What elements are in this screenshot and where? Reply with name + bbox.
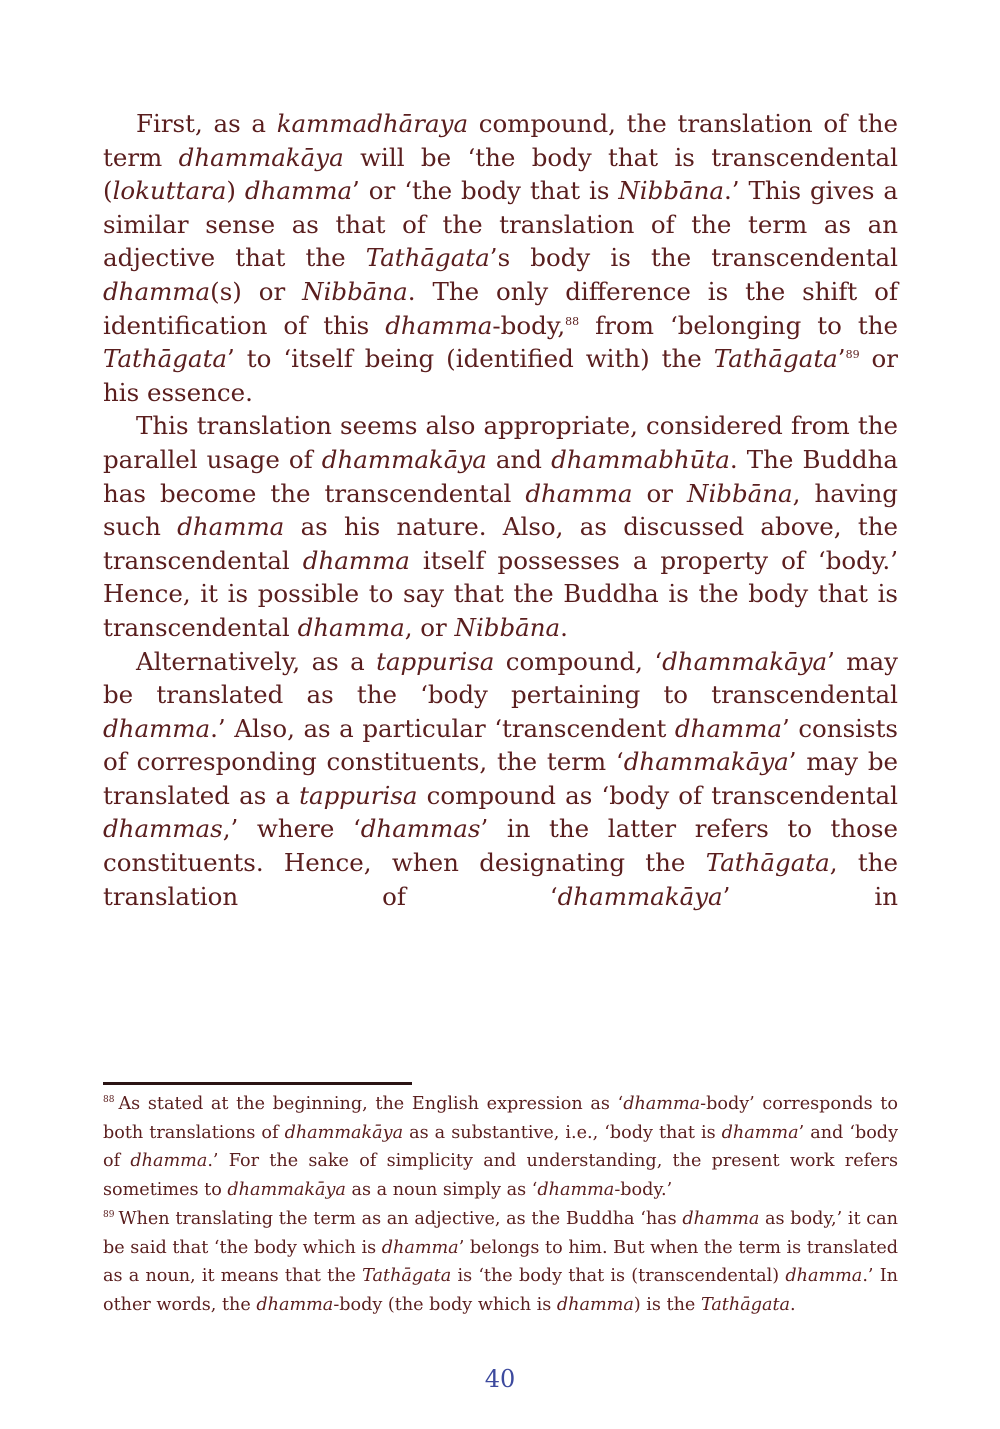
italic-term: Nibbāna: [687, 478, 793, 508]
text-run: and: [486, 444, 552, 474]
italic-term: dhamma: [297, 612, 405, 642]
italic-term: kammadhāraya: [276, 109, 469, 138]
paragraph-2: [103, 409, 898, 644]
italic-term: lokuttara: [112, 176, 227, 206]
text-run: from ‘belonging to the: [579, 310, 899, 340]
text-run: will be ‘the body that is transcendental (: [103, 142, 899, 206]
italic-term: dhammakāya: [227, 1180, 346, 1201]
italic-term: tappurisa: [376, 646, 495, 676]
footnote-reference: 89: [845, 348, 860, 361]
italic-term: dhamma: [385, 310, 493, 340]
italic-term: dhammabhūta: [551, 444, 730, 474]
footnote-divider: [103, 1082, 412, 1085]
footnote-text: [103, 1209, 898, 1315]
italic-term: dhamma: [103, 276, 211, 306]
italic-term: Tathāgata: [713, 344, 838, 374]
text-run: ) is the: [633, 1294, 701, 1315]
italic-term: dhamma: [381, 1237, 459, 1258]
italic-term: dhamma: [525, 478, 633, 508]
text-run: as body,’ it can be said that ‘the body which is: [103, 1208, 898, 1258]
text-run: First, as a: [136, 109, 277, 138]
italic-term: dhamma: [623, 1094, 701, 1114]
italic-term: Tathāgata: [103, 344, 228, 374]
text-run: or: [632, 478, 687, 508]
italic-term: Tathāgata: [700, 1294, 791, 1315]
footnote-89: [103, 1205, 898, 1320]
footnote-reference: 88: [565, 314, 580, 328]
italic-term: dhamma: [682, 1208, 760, 1229]
text-run: -body (the body which is: [333, 1294, 557, 1315]
italic-term: dhamma: [674, 713, 782, 743]
italic-term: dhamma: [244, 176, 353, 206]
text-run: .’ For the sake of simplicity and understanding, the present work refers sometimes to: [103, 1151, 898, 1201]
text-run: . The Buddha has become the transcendental: [103, 444, 898, 508]
italic-term: dhamma: [177, 512, 285, 542]
text-run: compound, the translation of the term: [103, 109, 899, 172]
italic-term: dhammakāya: [284, 1122, 404, 1143]
text-run: ): [226, 176, 245, 206]
text-run: This translation seems also appropriate, considered from the parallel usage of: [103, 411, 898, 474]
text-run: as his nature. Also, as discussed above, the transcendental: [103, 512, 898, 575]
footnote-number: 88: [103, 1095, 115, 1106]
text-run: or his essence.: [103, 344, 899, 407]
italic-term: Tathāgata: [365, 243, 490, 273]
italic-term: dhammakāya: [557, 881, 723, 911]
italic-term: dhamma: [785, 1266, 863, 1287]
text-run: -body’ corresponds to both translations of: [103, 1094, 898, 1143]
italic-term: Tathāgata: [705, 848, 830, 878]
text-run: .’ In other words, the: [103, 1266, 899, 1315]
italic-term: tappurisa: [299, 780, 418, 810]
text-run: compound, ‘: [494, 646, 663, 676]
text-run: ’ or ‘the body that is: [352, 176, 619, 206]
text-run: .’ This gives a similar sense as that of the translation of the term as an adjective that the: [103, 176, 898, 273]
italic-term: Nibbāna: [302, 276, 408, 306]
text-run: compound as ‘body of transcendental: [417, 780, 898, 810]
text-run: is ‘the body that is (transcendental): [451, 1266, 786, 1287]
text-run: ’ in: [722, 881, 898, 911]
footnote-text: [103, 1094, 898, 1200]
italic-term: dhammakāya: [178, 142, 344, 172]
text-run: , having such: [103, 478, 898, 542]
footnote-88: [103, 1090, 898, 1205]
text-run: ’ may be translated as the ‘body pertaining to transcendental: [103, 646, 898, 710]
footnote-number: 89: [103, 1209, 115, 1220]
paragraph-1: [103, 107, 898, 409]
text-run: .: [560, 612, 568, 642]
italic-term: dhamma: [130, 1151, 208, 1172]
paragraph-3: [103, 645, 898, 914]
text-run: -body,: [492, 310, 566, 340]
italic-term: dhammakāya: [623, 747, 789, 777]
text-run: ’ belongs to him. But when the term is translated as a noun, it means that the: [103, 1237, 898, 1287]
text-run: .’ Also, as a particular ‘transcendent: [210, 713, 675, 743]
text-run: -body.’: [614, 1180, 673, 1201]
text-run: ’s body is the transcendental: [489, 243, 898, 273]
italic-term: dhamma: [721, 1122, 799, 1143]
text-run: as a substantive, i.e., ‘body that is: [403, 1122, 722, 1143]
text-run: , the translation of ‘: [103, 848, 898, 911]
text-run: As stated at the beginning, the English expression as ‘: [118, 1094, 624, 1114]
text-run: When translating the term as an adjective, as the Buddha ‘has: [118, 1208, 683, 1229]
text-run: Alternatively, as a: [136, 646, 377, 676]
text-run: .: [790, 1294, 796, 1315]
text-run: (s) or: [210, 276, 303, 306]
italic-term: Tathāgata: [362, 1266, 452, 1287]
footnotes: [103, 1090, 898, 1320]
italic-term: dhammas: [360, 814, 481, 844]
text-run: ’ and ‘body of: [103, 1122, 899, 1172]
text-run: itself possesses a property of ‘body.’ Hence, it is possible to say that the Buddha is the body that is transcendental: [103, 545, 898, 642]
text-run: ’ consists of corresponding constituents, the term ‘: [103, 713, 898, 777]
text-run: ’ in the latter refers to those constituents. Hence, when designating the: [103, 814, 898, 878]
italic-term: dhammas: [103, 814, 223, 844]
text-run: ,’ where ‘: [222, 814, 361, 844]
italic-term: dhamma: [103, 713, 211, 743]
text-run: , or: [404, 612, 455, 642]
italic-term: dhammakāya: [321, 444, 487, 474]
italic-term: Nibbāna: [454, 612, 561, 642]
italic-term: dhamma: [256, 1294, 334, 1315]
text-run: . The only difference is the shift of identification of this: [103, 276, 898, 340]
italic-term: dhamma: [302, 545, 410, 575]
text-run: ’: [837, 344, 846, 374]
italic-term: Nibbāna: [618, 176, 724, 206]
page-number: 40: [484, 1365, 516, 1393]
main-text: [103, 107, 898, 913]
text-run: ’ to ‘itself being (identified with) the: [227, 344, 714, 374]
italic-term: dhamma: [556, 1294, 634, 1315]
italic-term: dhammakāya: [662, 646, 828, 676]
italic-term: dhamma: [537, 1180, 615, 1201]
text-run: ’ may be translated as a: [103, 747, 899, 810]
text-run: as a noun simply as ‘: [345, 1180, 538, 1201]
